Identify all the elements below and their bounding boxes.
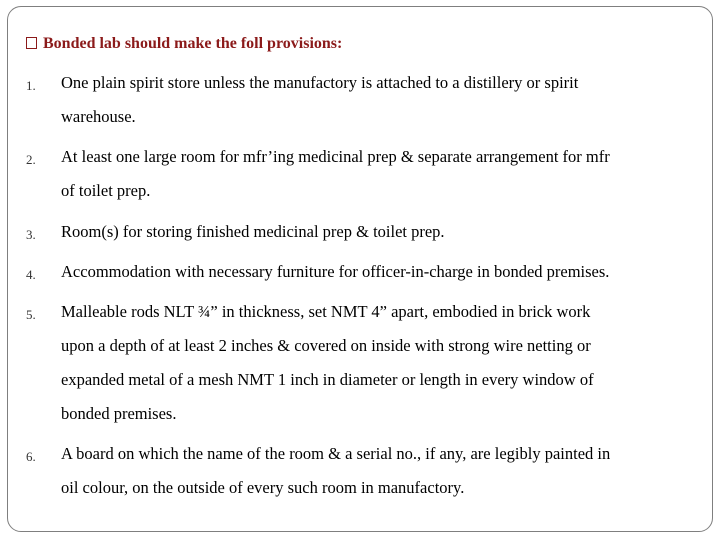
- item-text: [61, 255, 701, 289]
- item-text: [61, 295, 701, 431]
- slide-heading: [26, 35, 342, 53]
- item-text: [61, 66, 701, 134]
- item-line: Malleable rods NLT ¾” in thickness, set NMT 4” apart, embodied in brick work: [61, 302, 591, 321]
- heading-text: Bonded lab should make the foll provisions:: [43, 35, 343, 52]
- item-line: Accommodation with necessary furniture for officer-in-charge in bonded premises.: [61, 262, 610, 281]
- item-line: Room(s) for storing finished medicinal prep & toilet prep.: [61, 222, 445, 241]
- item-line: oil colour, on the outside of every such room in manufactory.: [61, 478, 465, 497]
- item-line: of toilet prep.: [61, 181, 151, 200]
- item-text: [61, 215, 701, 249]
- item-number: 4.: [26, 267, 36, 282]
- item-number: 6.: [26, 449, 36, 464]
- item-number: 2.: [26, 152, 36, 167]
- item-line: expanded metal of a mesh NMT 1 inch in diameter or length in every window of: [61, 370, 594, 389]
- square-bullet-icon: [26, 37, 37, 49]
- item-line: A board on which the name of the room & a serial no., if any, are legibly painted in: [61, 444, 611, 463]
- item-line: bonded premises.: [61, 404, 177, 423]
- item-number: 3.: [26, 227, 36, 242]
- item-line: One plain spirit store unless the manufactory is attached to a distillery or spirit: [61, 73, 579, 92]
- item-text: [61, 437, 701, 505]
- item-line: At least one large room for mfr’ing medicinal prep & separate arrangement for mfr: [61, 147, 610, 166]
- item-text: [61, 140, 701, 208]
- item-line: upon a depth of at least 2 inches & covered on inside with strong wire netting or: [61, 336, 591, 355]
- item-line: warehouse.: [61, 107, 136, 126]
- item-number: 1.: [26, 78, 36, 93]
- item-number: 5.: [26, 307, 36, 322]
